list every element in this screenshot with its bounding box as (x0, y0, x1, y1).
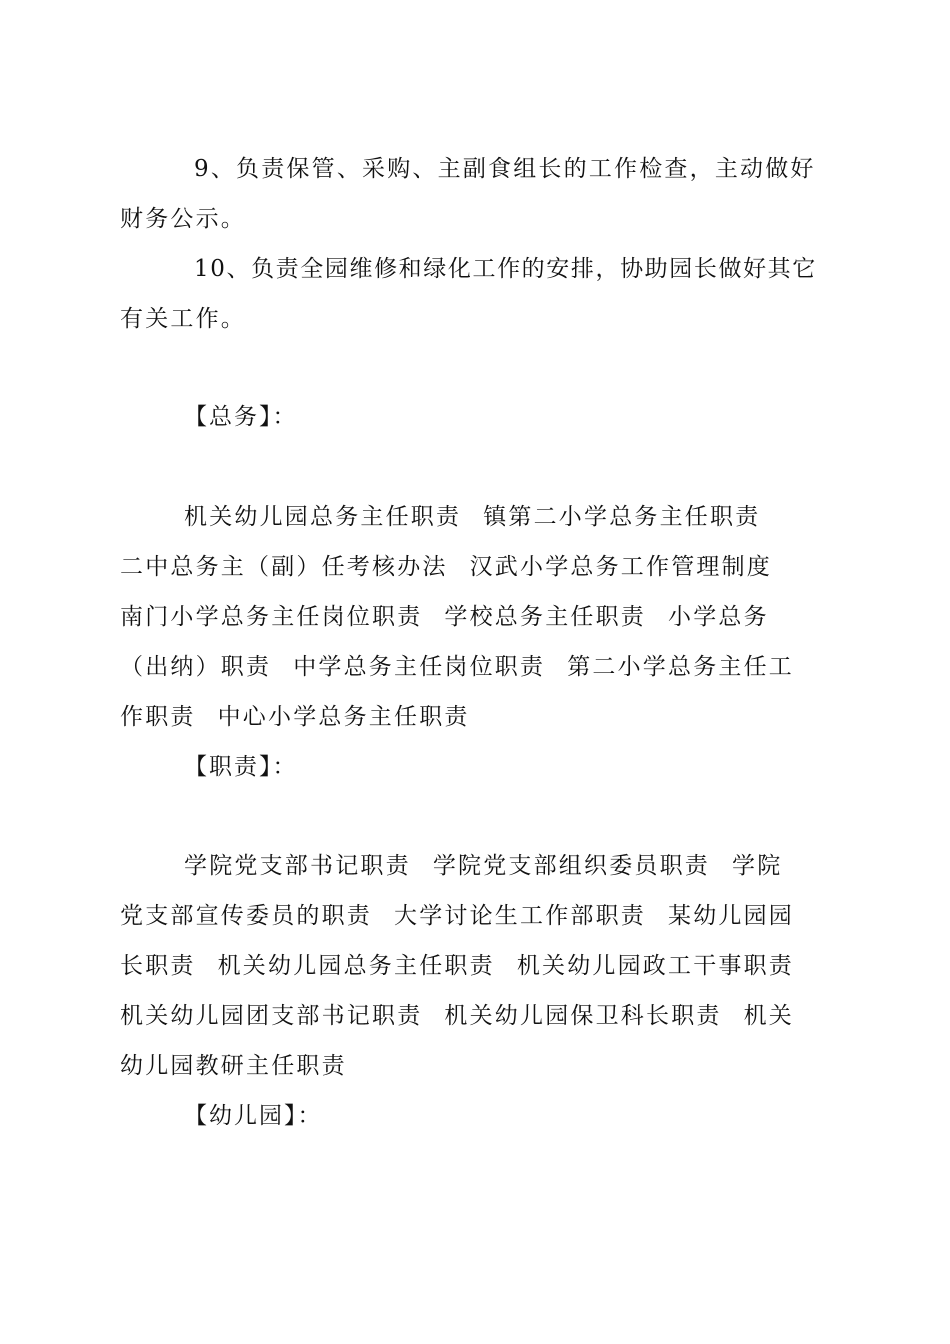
related-link[interactable]: 党支部宣传委员的职责 (120, 903, 372, 929)
related-link[interactable]: 作职责 (120, 704, 196, 730)
related-link[interactable]: 汉武小学总务工作管理制度 (469, 554, 773, 580)
related-link[interactable]: 镇第二小学总务主任职责 (483, 504, 761, 530)
related-link[interactable]: 中学总务主任岗位职责 (293, 654, 546, 680)
paragraph-9-line-1: 9、负责保管、采购、主副食组长的工作检查，主动做好 (194, 156, 816, 182)
paragraph-10-line-2: 有关工作。 (120, 306, 246, 332)
related-links-row (120, 603, 769, 631)
related-link[interactable]: 机关幼儿园团支部书记职责 (120, 1003, 423, 1029)
related-link[interactable]: 中心小学总务主任职责 (217, 704, 470, 730)
related-links-row (120, 952, 794, 980)
related-link[interactable]: 学院 (732, 853, 783, 879)
related-link[interactable]: 长职责 (120, 953, 196, 979)
related-link[interactable]: 学院党支部组织委员职责 (432, 853, 711, 879)
related-links-row (120, 653, 794, 681)
section-heading-zhize: 【职责】： (184, 754, 298, 780)
section-heading-youeryuan: 【幼儿园】： (184, 1103, 323, 1129)
paragraph-10-line-1: 10、负责全园维修和绿化工作的安排，协助园长做好其它 (194, 256, 817, 282)
related-link[interactable]: 机关幼儿园总务主任职责 (217, 953, 495, 979)
related-link[interactable]: 机关幼儿园政工干事职责 (516, 953, 795, 979)
paragraph-9-line-2: 财务公示。 (120, 206, 246, 232)
related-link[interactable]: 学院党支部书记职责 (184, 853, 411, 879)
related-link[interactable]: 小学总务 (668, 604, 769, 630)
related-link[interactable]: 机关幼儿园总务主任职责 (184, 504, 462, 530)
related-links-row (120, 902, 794, 930)
related-link[interactable]: 某幼儿园园 (668, 903, 794, 929)
related-links-row (184, 852, 782, 880)
related-links-row (120, 703, 470, 731)
related-link[interactable]: （出纳）职责 (120, 654, 272, 680)
section-heading-zongwu: 【总务】： (184, 404, 298, 430)
related-link[interactable]: 第二小学总务主任工 (567, 654, 795, 680)
related-link[interactable]: 机关幼儿园保卫科长职责 (444, 1003, 722, 1029)
related-links-row (120, 553, 772, 581)
related-link[interactable]: 南门小学总务主任岗位职责 (120, 604, 423, 630)
related-link[interactable]: 大学讨论生工作部职责 (394, 903, 646, 929)
related-link[interactable]: 学校总务主任职责 (444, 604, 647, 630)
related-link[interactable]: 机关 (743, 1003, 795, 1029)
related-links-row (184, 503, 760, 531)
related-links-row (120, 1052, 347, 1080)
related-links-row (120, 1002, 794, 1030)
related-link[interactable]: 幼儿园教研主任职责 (120, 1053, 347, 1079)
related-link[interactable]: 二中总务主（副）任考核办法 (120, 554, 448, 580)
